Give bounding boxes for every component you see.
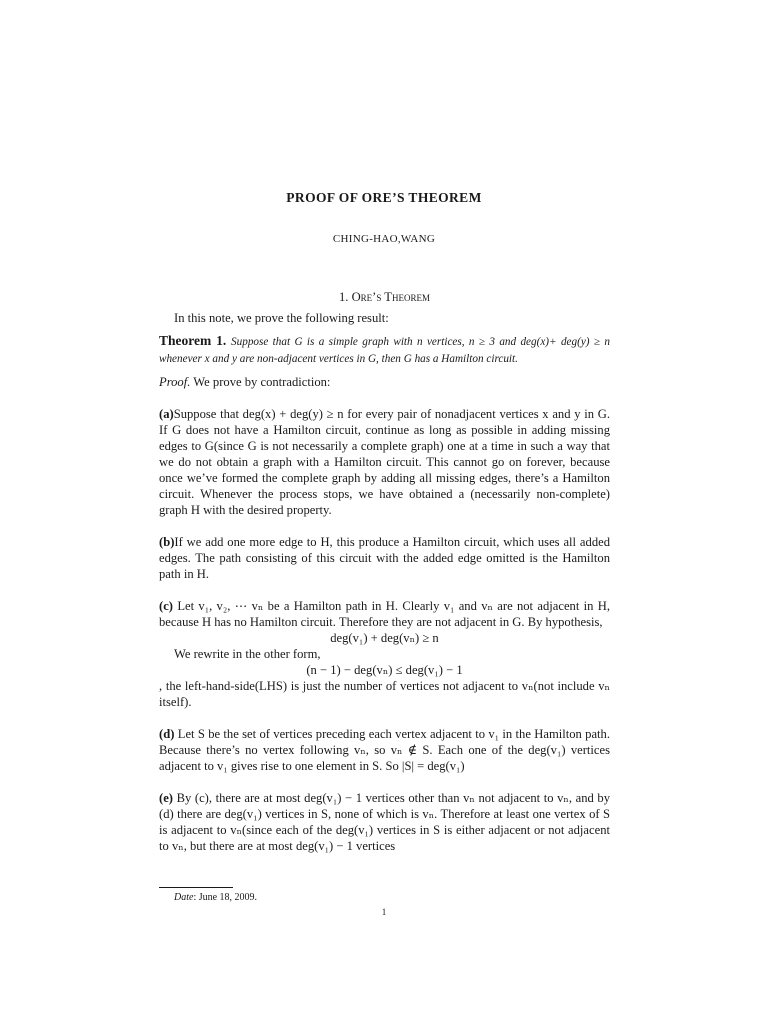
step-c-rewrite: We rewrite in the other form, xyxy=(174,647,321,661)
section-heading: 1. Ore’s Theorem xyxy=(338,290,430,304)
step-c-after: , the left-hand-side(LHS) is just the number of vertices not adjacent to vₙ(not include vₙ itself). xyxy=(159,679,610,709)
step-a xyxy=(159,406,610,518)
theorem-statement: Suppose that G is a simple graph with n vertices, n ≥ 3 and deg(x)+ deg(y) ≥ n whenever x and y are non-adjacent vertices in G, then G has a Hamilton circuit. xyxy=(159,336,610,365)
step-a-label: (a) xyxy=(159,407,174,421)
theorem-label: Theorem 1. xyxy=(159,333,227,348)
step-b-label: (b) xyxy=(159,535,175,549)
step-b-text: If we add one more edge to H, this produce a Hamilton circuit, which uses all added edges. The path consisting of this circuit with the added edge omitted is the Hamilton path in H. xyxy=(159,535,610,581)
step-d xyxy=(159,726,610,774)
step-e xyxy=(159,790,610,854)
step-a-text: Suppose that deg(x) + deg(y) ≥ n for every pair of nonadjacent vertices x and y in G. If G does not have a Hamilton circuit, continue as long as possible in adding missing edges to G(since G is not necessarily a complete graph) one at a time in such a way that we do not obtain a graph with a Hamilton circuit. This cannot go on forever, because once we’ve formed the complete graph by adding all missing edges, there’s a Hamilton circuit. Whenever the process stops, we have obtained a (necessarily non-complete) graph H with the desired property. xyxy=(159,407,610,517)
paper-title: PROOF OF ORE’S THEOREM xyxy=(286,190,482,205)
equation-1: deg(v₁) + deg(vₙ) ≥ n xyxy=(330,631,439,645)
footnote-text: : June 18, 2009. xyxy=(193,892,258,903)
step-e-text: By (c), there are at most deg(v₁) − 1 vertices other than vₙ not adjacent to vₙ, and by (d) there are deg(v₁) vertices in S, none of which is vₙ. Therefore at least one vertex of S is adjacent to vₙ(since each of the deg(v₁) vertices in S is either adjacent or not adjacent to vₙ, but there are at most deg(v₁) − 1 vertices xyxy=(159,791,610,853)
theorem-block xyxy=(159,333,610,367)
equation-2: (n − 1) − deg(vₙ) ≤ deg(v₁) − 1 xyxy=(306,663,463,677)
step-c-label: (c) xyxy=(159,599,173,613)
proof-intro xyxy=(159,374,610,390)
step-d-label: (d) xyxy=(159,727,175,741)
step-c-text: Let v₁, v₂, ⋯ vₙ be a Hamilton path in H. Clearly v₁ and vₙ are not adjacent in H, because H has no Hamilton circuit. Therefore they are not adjacent in G. By hypothesis, xyxy=(159,599,610,629)
proof-label: Proof. xyxy=(159,375,191,389)
footnote-divider xyxy=(159,887,233,888)
paper-author: CHING-HAO,WANG xyxy=(332,233,436,245)
page-number: 1 xyxy=(381,907,387,917)
step-e-label: (e) xyxy=(159,791,173,805)
step-d-text: Let S be the set of vertices preceding each vertex adjacent to v₁ in the Hamilton path. Because there’s no vertex following vₙ, so vₙ ∉ S. Each one of the deg(v₁) vertices adjacent to v₁ gives rise to one element in S. So |S| = deg(v₁) xyxy=(159,727,610,773)
intro-paragraph: In this note, we prove the following result: xyxy=(174,311,389,325)
proof-intro-text: We prove by contradiction: xyxy=(193,375,331,389)
paper-body xyxy=(159,289,610,854)
step-b xyxy=(159,534,610,582)
footnote xyxy=(174,892,257,903)
step-c xyxy=(159,598,610,630)
footnote-label: Date xyxy=(174,892,194,903)
